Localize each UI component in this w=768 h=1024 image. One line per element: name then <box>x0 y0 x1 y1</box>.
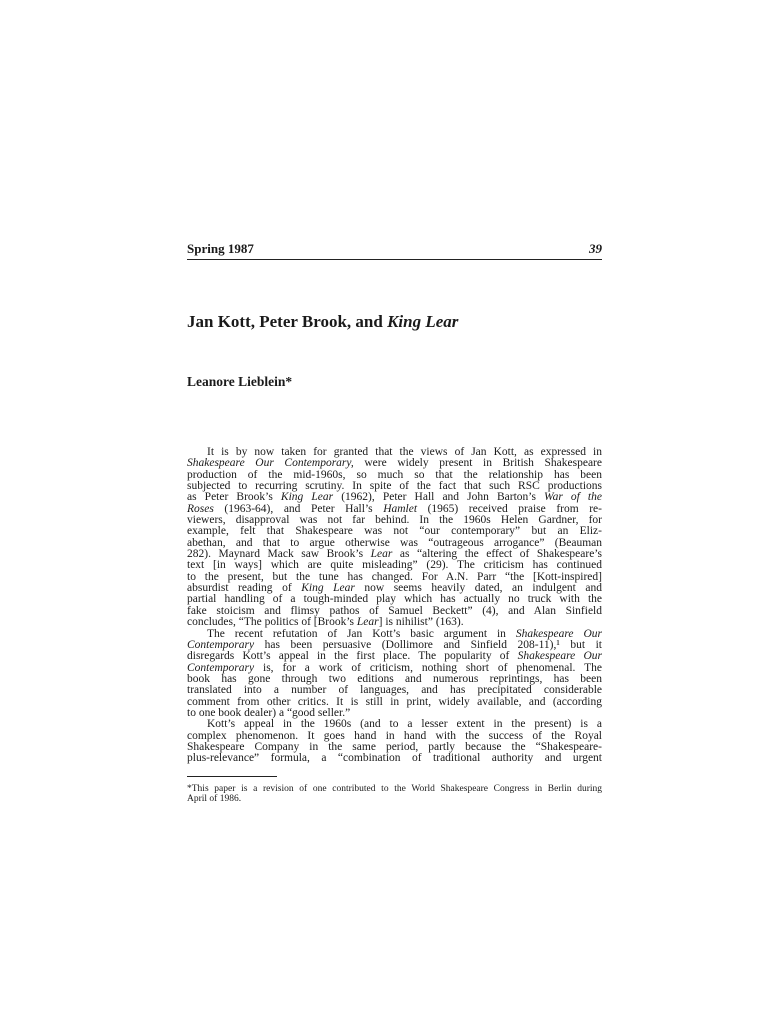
text-run: to the present, but the tune has changed. For A.N. Parr “the [Kott-inspired] <box>187 570 602 583</box>
text-run: It is by now taken for granted that the views of Jan Kott, as expressed in <box>207 446 602 458</box>
footnote-rule <box>187 776 277 777</box>
italic-text: Shakespeare Our <box>517 650 602 663</box>
italic-text: Shakespeare Our Contemporary, <box>187 457 354 470</box>
text-run: viewers, disapproval was not far behind. In the 1960s Helen Gardner, for <box>187 514 602 527</box>
italic-text: Hamlet <box>383 502 418 515</box>
text-run: disregards Kott’s appeal in the first place. The popularity of <box>187 650 518 663</box>
body-line <box>187 753 602 764</box>
footnote-line <box>187 794 602 804</box>
footnote-line <box>187 784 602 794</box>
text-run: concludes, “The politics of [Brook’s <box>187 616 357 629</box>
text-run: as “altering the effect of Shakespeare’s <box>392 548 602 561</box>
italic-text: Lear <box>370 548 393 561</box>
italic-text: Lear <box>356 616 379 629</box>
text-run: (1963-64), and Peter Hall’s <box>213 502 384 515</box>
text-run: Shakespeare Company in the same period, partly because the “Shakespeare- <box>187 740 602 753</box>
text-run: 282). Maynard Mack saw Brook’s <box>187 548 371 561</box>
italic-text: Shakespeare Our <box>515 627 602 640</box>
footnote <box>187 784 602 804</box>
italic-text: Contemporary <box>187 638 255 651</box>
body-text <box>187 447 602 765</box>
text-run: as Peter Brook’s <box>187 491 281 504</box>
text-run: comment from other critics. It is still in print, widely available, and (according <box>187 695 602 708</box>
article-title-italic: King Lear <box>387 312 459 331</box>
text-run: were widely present in British Shakespeare <box>353 457 602 470</box>
text-run: fake stoicism and flimsy pathos of Samuel Beckett” (4), and Alan Sinfield <box>187 604 602 617</box>
article-title-text: Jan Kott, Peter Brook, and <box>187 312 388 331</box>
italic-text: Contemporary <box>187 661 255 674</box>
text-run: April of 1986. <box>187 794 242 804</box>
italic-text: War of the <box>544 491 602 504</box>
italic-text: King Lear <box>301 582 355 595</box>
text-run: translated into a number of languages, and has precipitated considerable <box>187 684 602 697</box>
text-run: abethan, and that to argue otherwise was “outrageous arrogance” (Beauman <box>187 536 602 549</box>
text-run: production of the mid-1960s, so much so that the relationship has been <box>187 468 602 481</box>
text-run: Kott’s appeal in the 1960s (and to a lesser extent in the present) is a <box>207 718 602 731</box>
text-run: to one book dealer) a “good seller.” <box>187 706 351 719</box>
italic-text: King Lear <box>280 491 334 504</box>
text-run: subjected to recurring scrutiny. In spite of the fact that such RSC productions <box>187 480 602 493</box>
author-name: Leanore Lieblein* <box>187 374 293 389</box>
text-run: (1965) received praise from re- <box>417 502 602 515</box>
italic-text: Roses <box>187 502 214 515</box>
text-run: now seems heavily dated, an indulgent and <box>354 582 603 595</box>
text-run: complex phenomenon. It goes hand in hand with the success of the Royal <box>187 729 602 742</box>
text-run: absurdist reading of <box>187 582 302 595</box>
running-header <box>187 237 602 260</box>
text-run: (1962), Peter Hall and John Barton’s <box>333 491 545 504</box>
text-run: example, felt that Shakespeare was not “our contemporary” but an Eliz- <box>187 525 602 538</box>
text-run: has been persuasive (Dollimore and Sinfield 208-11),¹ but it <box>254 638 602 651</box>
text-run: *This paper is a revision of one contributed to the World Shakespeare Congress in Berlin during <box>187 784 602 794</box>
text-run: text [in ways] which are quite misleading” (29). The criticism has continued <box>187 559 602 572</box>
article-title <box>187 312 458 332</box>
text-run: book has gone through two editions and numerous reprintings, has been <box>187 672 602 685</box>
issue-label: Spring 1987 <box>187 241 254 256</box>
text-run: ] is nihilist” (163). <box>378 616 464 629</box>
text-run: partial handling of a tough-minded play which has actually no truck with the <box>187 593 602 606</box>
text-run: plus-relevance” formula, a “combination of traditional authority and urgent <box>187 752 602 765</box>
text-run: is, for a work of criticism, nothing short of phenomenal. The <box>254 661 602 674</box>
page-number: 39 <box>589 241 602 256</box>
text-run: The recent refutation of Jan Kott’s basic argument in <box>207 627 516 640</box>
